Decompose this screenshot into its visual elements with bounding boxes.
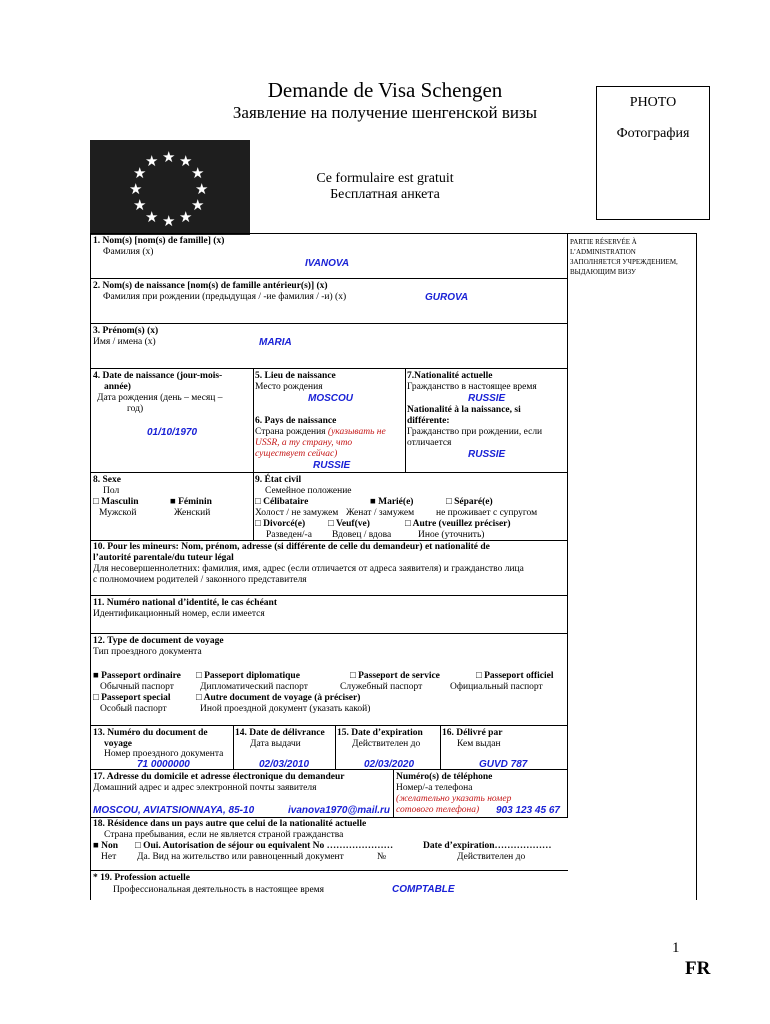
residence-yes-ru: Да. Вид на жительство или равноценный документ bbox=[137, 852, 344, 862]
phone-hint: (желательно указать номер bbox=[396, 794, 512, 804]
field-4-label-2: année) bbox=[104, 382, 131, 392]
language-code: FR bbox=[685, 958, 711, 979]
field-12-label: 12. Type de document de voyage bbox=[93, 636, 224, 646]
doc-service-checkbox[interactable]: □ Passeport de service bbox=[350, 671, 440, 681]
residence-yes-checkbox[interactable]: □ Oui. Autorisation de séjour ou equivalent No ………………… bbox=[135, 841, 394, 851]
doc-other-checkbox[interactable]: □ Autre document de voyage (à préciser) bbox=[196, 693, 361, 703]
status-divorced-ru: Разведен/-а bbox=[266, 530, 312, 540]
field-5-label: 5. Lieu de naissance bbox=[255, 371, 336, 381]
field-5-label-ru: Место рождения bbox=[255, 382, 323, 392]
sex-male-checkbox[interactable]: □ Masculin bbox=[93, 497, 139, 507]
doc-special-checkbox[interactable]: □ Passeport special bbox=[93, 693, 171, 703]
field-7-label: 7.Nationalité actuelle bbox=[407, 371, 493, 381]
field-9-label-ru: Семейное положение bbox=[265, 486, 352, 496]
passport-number-value[interactable]: 71 0000000 bbox=[137, 759, 190, 770]
admin-note-line: PARTIE RÉSERVÉE À bbox=[570, 238, 637, 246]
admin-note-line: ВЫДАЮЩИМ ВИЗУ bbox=[570, 268, 636, 276]
status-widowed-checkbox[interactable]: □ Veuf(ve) bbox=[328, 519, 370, 529]
field-18-label: 18. Résidence dans un pays autre que celui de la nationalité actuelle bbox=[93, 819, 367, 829]
status-other-ru: Иное (уточнить) bbox=[418, 530, 485, 540]
field-18-label-ru: Страна пребывания, если не является страной гражданства bbox=[104, 830, 344, 840]
field-15-label-ru: Действителен до bbox=[352, 739, 421, 749]
email-value[interactable]: ivanova1970@mail.ru bbox=[288, 805, 391, 816]
doc-other-ru: Иной проездной документ (указать какой) bbox=[200, 704, 371, 714]
field-17-label: 17. Adresse du domicile et adresse électronique du demandeur bbox=[93, 772, 345, 782]
nationality-value[interactable]: RUSSIE bbox=[468, 393, 506, 404]
admin-reserved-note bbox=[570, 237, 678, 277]
photo-label-ru: Фотография bbox=[616, 126, 690, 141]
page-number: 1 bbox=[672, 940, 680, 956]
field-14-label-ru: Дата выдачи bbox=[250, 739, 301, 749]
doc-diplomatic-ru: Дипломатический паспорт bbox=[200, 682, 308, 692]
doc-service-ru: Служебный паспорт bbox=[340, 682, 423, 692]
birth-surname-value[interactable]: GUROVA bbox=[425, 292, 469, 303]
free-form-notice bbox=[300, 171, 470, 203]
form-title-fr: Demande de Visa Schengen bbox=[267, 78, 503, 102]
field-8-label: 8. Sexe bbox=[93, 475, 121, 485]
field-19-label-ru: Профессиональная деятельность в настоящее время bbox=[113, 885, 325, 895]
form-title-ru: Заявление на получение шенгенской визы bbox=[232, 103, 538, 122]
expiry-date-value[interactable]: 02/03/2020 bbox=[364, 759, 415, 770]
field-1-label: 1. Nom(s) [nom(s) de famille] (x) bbox=[93, 236, 225, 246]
phone-hint-2: сотового телефона) bbox=[396, 805, 480, 815]
phone-label: Numéro(s) de téléphone bbox=[396, 772, 493, 782]
field-2-label-ru: Фамилия при рождении (предыдущая / -ие фамилия / -и) (x) bbox=[103, 292, 347, 302]
issue-date-value[interactable]: 02/03/2010 bbox=[259, 759, 310, 770]
first-name-value[interactable]: MARIA bbox=[259, 337, 292, 348]
admin-note-line: ЗАПОЛНЯЕТСЯ УЧРЕЖДЕНИЕМ, bbox=[570, 258, 678, 266]
doc-diplomatic-checkbox[interactable]: □ Passeport diplomatique bbox=[196, 671, 300, 681]
sex-female-checkbox[interactable]: ■ Féminin bbox=[170, 497, 212, 507]
free-notice-ru: Бесплатная анкета bbox=[330, 187, 440, 202]
field-13-label: 13. Numéro du document de bbox=[93, 728, 208, 738]
field-13-label-2: voyage bbox=[104, 739, 132, 749]
status-other-checkbox[interactable]: □ Autre (veuillez préciser) bbox=[405, 519, 511, 529]
field-8-label-ru: Пол bbox=[103, 486, 120, 496]
field-10-label-ru: Для несовершеннолетних: фамилия, имя, адрес (если отличается от адреса заявителя) и гражданство лица bbox=[93, 564, 524, 574]
field-7-birth-nat-ru: Гражданство при рождении, если bbox=[407, 427, 543, 437]
field-16-label-ru: Кем выдан bbox=[457, 739, 501, 749]
surname-value[interactable]: IVANOVA bbox=[305, 258, 350, 269]
sex-female-ru: Женский bbox=[174, 508, 211, 518]
doc-official-ru: Официальный паспорт bbox=[450, 682, 543, 692]
sex-male-ru: Мужской bbox=[99, 508, 137, 518]
doc-ordinary-ru: Обычный паспорт bbox=[100, 682, 174, 692]
field-7-birth-nat-ru-2: отличается bbox=[407, 438, 452, 448]
home-address-value[interactable]: MOSCOU, AVIATSIONNAYA, 85-10 bbox=[93, 805, 255, 816]
field-4-label-ru-2: год) bbox=[127, 404, 144, 414]
field-6-label: 6. Pays de naissance bbox=[255, 416, 337, 426]
field-17-label-ru: Домашний адрес и адрес электронной почты заявителя bbox=[93, 783, 317, 793]
field-10-label-2: l’autorité parentale/du tuteur légal bbox=[93, 553, 234, 563]
doc-official-checkbox[interactable]: □ Passeport officiel bbox=[476, 671, 554, 681]
birth-nationality-value[interactable]: RUSSIE bbox=[468, 449, 506, 460]
status-widowed-ru: Вдовец / вдова bbox=[332, 530, 392, 540]
status-married-ru: Женат / замужем bbox=[346, 508, 415, 518]
field-6-hint-2: USSR, а ту страну, что bbox=[255, 438, 353, 448]
birth-place-value[interactable]: MOSCOU bbox=[308, 393, 353, 404]
field-2-label: 2. Nom(s) de naissance [nom(s) de famille antérieur(s)] (x) bbox=[93, 281, 328, 291]
field-19-label: * 19. Profession actuelle bbox=[93, 873, 190, 883]
field-11-label: 11. Numéro national d’identité, le cas échéant bbox=[93, 598, 278, 608]
birth-country-value[interactable]: RUSSIE bbox=[313, 460, 351, 471]
birth-date-value[interactable]: 01/10/1970 bbox=[147, 427, 198, 438]
field-10-label-ru-2: с полномочием родителей / законного представителя bbox=[93, 575, 307, 585]
status-single-checkbox[interactable]: □ Célibataire bbox=[255, 497, 309, 507]
admin-note-line: L’ADMINISTRATION bbox=[570, 248, 636, 256]
issued-by-value[interactable]: GUVD 787 bbox=[479, 759, 528, 770]
residence-number-ru: № bbox=[377, 852, 387, 862]
field-13-label-ru: Номер проездного документа bbox=[104, 749, 224, 759]
free-notice-fr: Ce formulaire est gratuit bbox=[316, 171, 454, 186]
field-6-hint-3: существует сейчас) bbox=[255, 449, 338, 459]
field-12-label-ru: Тип проездного документа bbox=[93, 647, 202, 657]
field-6-hint: (указывать не bbox=[327, 427, 386, 437]
eu-flag-logo: ★ ★ ★ ★ ★ ★ ★ ★ ★ ★ ★ ★ bbox=[90, 140, 250, 235]
residence-expiry-ru: Действителен до bbox=[457, 852, 526, 862]
status-separated-ru: не проживает с супругом bbox=[436, 508, 538, 518]
field-3-label-ru: Имя / имена (x) bbox=[93, 337, 156, 347]
photo-box bbox=[596, 86, 710, 220]
field-4-label-ru: Дата рождения (день – месяц – bbox=[97, 393, 223, 403]
residence-expiry-label: Date d’expiration……………… bbox=[423, 841, 552, 851]
doc-special-ru: Особый паспорт bbox=[100, 704, 167, 714]
phone-label-ru: Номер/-а телефона bbox=[396, 783, 473, 793]
field-11-label-ru: Идентификационный номер, если имеется bbox=[93, 609, 265, 619]
field-7-label-ru: Гражданство в настоящее время bbox=[407, 382, 537, 392]
field-16-label: 16. Délivré par bbox=[442, 728, 503, 738]
field-4-label: 4. Date de naissance (jour-mois- bbox=[93, 371, 223, 381]
field-7-birth-nat-label: Nationalité à la naissance, si bbox=[407, 405, 521, 415]
field-7-birth-nat-label-2: différente: bbox=[407, 416, 450, 426]
status-divorced-checkbox[interactable]: □ Divorcé(e) bbox=[255, 519, 306, 529]
phone-value[interactable]: 903 123 45 67 bbox=[496, 805, 560, 816]
status-married-checkbox[interactable]: ■ Marié(e) bbox=[370, 497, 414, 507]
status-single-ru: Холост / не замужем bbox=[255, 508, 339, 518]
field-10-label: 10. Pour les mineurs: Nom, prénom, adresse (si différente de celle du demandeur) et nationalité de bbox=[93, 542, 490, 552]
field-9-label: 9. État civil bbox=[255, 475, 302, 485]
field-3-label: 3. Prénom(s) (x) bbox=[93, 326, 159, 336]
profession-value[interactable]: COMPTABLE bbox=[392, 884, 455, 895]
field-1-label-ru: Фамилия (x) bbox=[103, 247, 154, 257]
field-14-label: 14. Date de délivrance bbox=[235, 728, 325, 738]
field-6-ru-text: Страна рождения bbox=[255, 427, 326, 437]
field-15-label: 15. Date d’expiration bbox=[337, 728, 423, 738]
residence-no-checkbox[interactable]: ■ Non bbox=[93, 841, 119, 851]
field-6-label-ru bbox=[255, 427, 386, 438]
status-separated-checkbox[interactable]: □ Séparé(e) bbox=[446, 497, 493, 507]
residence-no-ru: Нет bbox=[101, 852, 117, 862]
doc-ordinary-checkbox[interactable]: ■ Passeport ordinaire bbox=[93, 671, 181, 681]
photo-label-fr: PHOTO bbox=[629, 95, 677, 110]
